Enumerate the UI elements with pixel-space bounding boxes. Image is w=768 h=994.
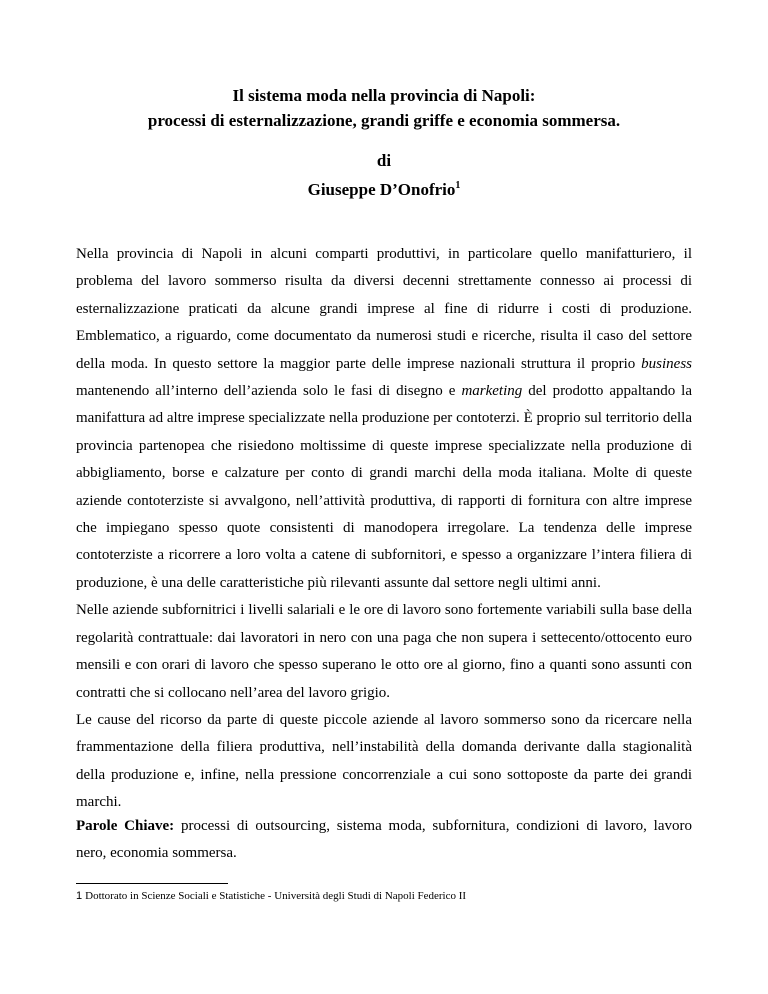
footnote [76, 888, 692, 904]
keywords-text: processi di outsourcing, sistema moda, subfornitura, condizioni di lavoro, lavoro nero, economia sommersa. [76, 818, 693, 862]
abstract-paragraph-2: Nelle aziende subfornitrici i livelli salariali e le ore di lavoro sono fortemente variabili sulla base della regolarità contrattuale: dai lavoratori in nero con una paga che non supera i settecento/ottocento euro mensili e con orari di lavoro che spesso superano le otto ore al giorno, fino a quanti sono assunti con contratti che si collocano nell’area del lavoro grigio. [76, 602, 692, 701]
abstract-p1-part-b: mantenendo all’interno dell’azienda solo le fasi di disegno e [76, 383, 462, 400]
footnote-number: 1 [76, 890, 83, 902]
abstract-paragraph-1 [76, 241, 692, 597]
abstract-p1-emphasis-marketing: marketing [461, 383, 523, 400]
paper-title-line-2: processi di esternalizzazione, grandi griffe e economia sommersa. [147, 111, 621, 130]
abstract-p1-emphasis-business: business [641, 355, 692, 372]
author-name: Giuseppe D’Onofrio [307, 180, 456, 199]
footnote-divider [76, 883, 228, 884]
author-line [0, 177, 768, 202]
byline-di: di [376, 151, 392, 170]
abstract-p1-part-c: del prodotto appaltando la manifattura ad altre imprese specializzate nella produzione per contoterzi. È proprio sul territorio della provincia partenopea che risiedono moltissime di queste imprese specializzate nella produzione di abbigliamento, borse e calzature per conto di grandi marchi della moda italiana. Molte di queste aziende contoterziste si avvalgono, nell’attività produttiva, di rapporti di fornitura con altre imprese che impiegano spesso quote consistenti di manodopera irregolare. La tendenza delle imprese contoterziste a ricorrere a loro volta a catene di subfornitori, e spesso a organizzare l’intera filiera di produzione, è una delle caratteristiche più rilevanti assunte dal settore negli ultimi anni. [76, 383, 693, 591]
abstract-p1-part-a: Nella provincia di Napoli in alcuni comparti produttivi, in particolare quello manifatturiero, il problema del lavoro sommerso risulta da diversi decenni strettamente connesso ai processi di esternalizzazione praticati da alcune grandi imprese al fine di ridurre i costi di produzione. Emblematico, a riguardo, come documentato da numerosi studi e ricerche, risulta il caso del settore della moda. In questo settore la maggior parte delle imprese nazionali struttura il proprio [76, 246, 692, 372]
keywords-label: Parole Chiave: [76, 818, 175, 834]
paper-title-line-1: Il sistema moda nella provincia di Napoli: [232, 86, 536, 105]
abstract-body [76, 241, 692, 817]
abstract-paragraph-3: Le cause del ricorso da parte di queste piccole aziende al lavoro sommerso sono da ricercare nella frammentazione della filiera produttiva, nell’instabilità della domanda derivante dalla stagionalità della produzione e, infine, nella pressione concorrenziale a cui sono sottoposte da parte dei grandi marchi. [76, 711, 692, 811]
keywords-block [76, 813, 692, 868]
footnote-ref: 1 [455, 180, 461, 191]
footnote-text: Dottorato in Scienze Sociali e Statistiche - Università degli Studi di Napoli Federico II [85, 890, 467, 902]
